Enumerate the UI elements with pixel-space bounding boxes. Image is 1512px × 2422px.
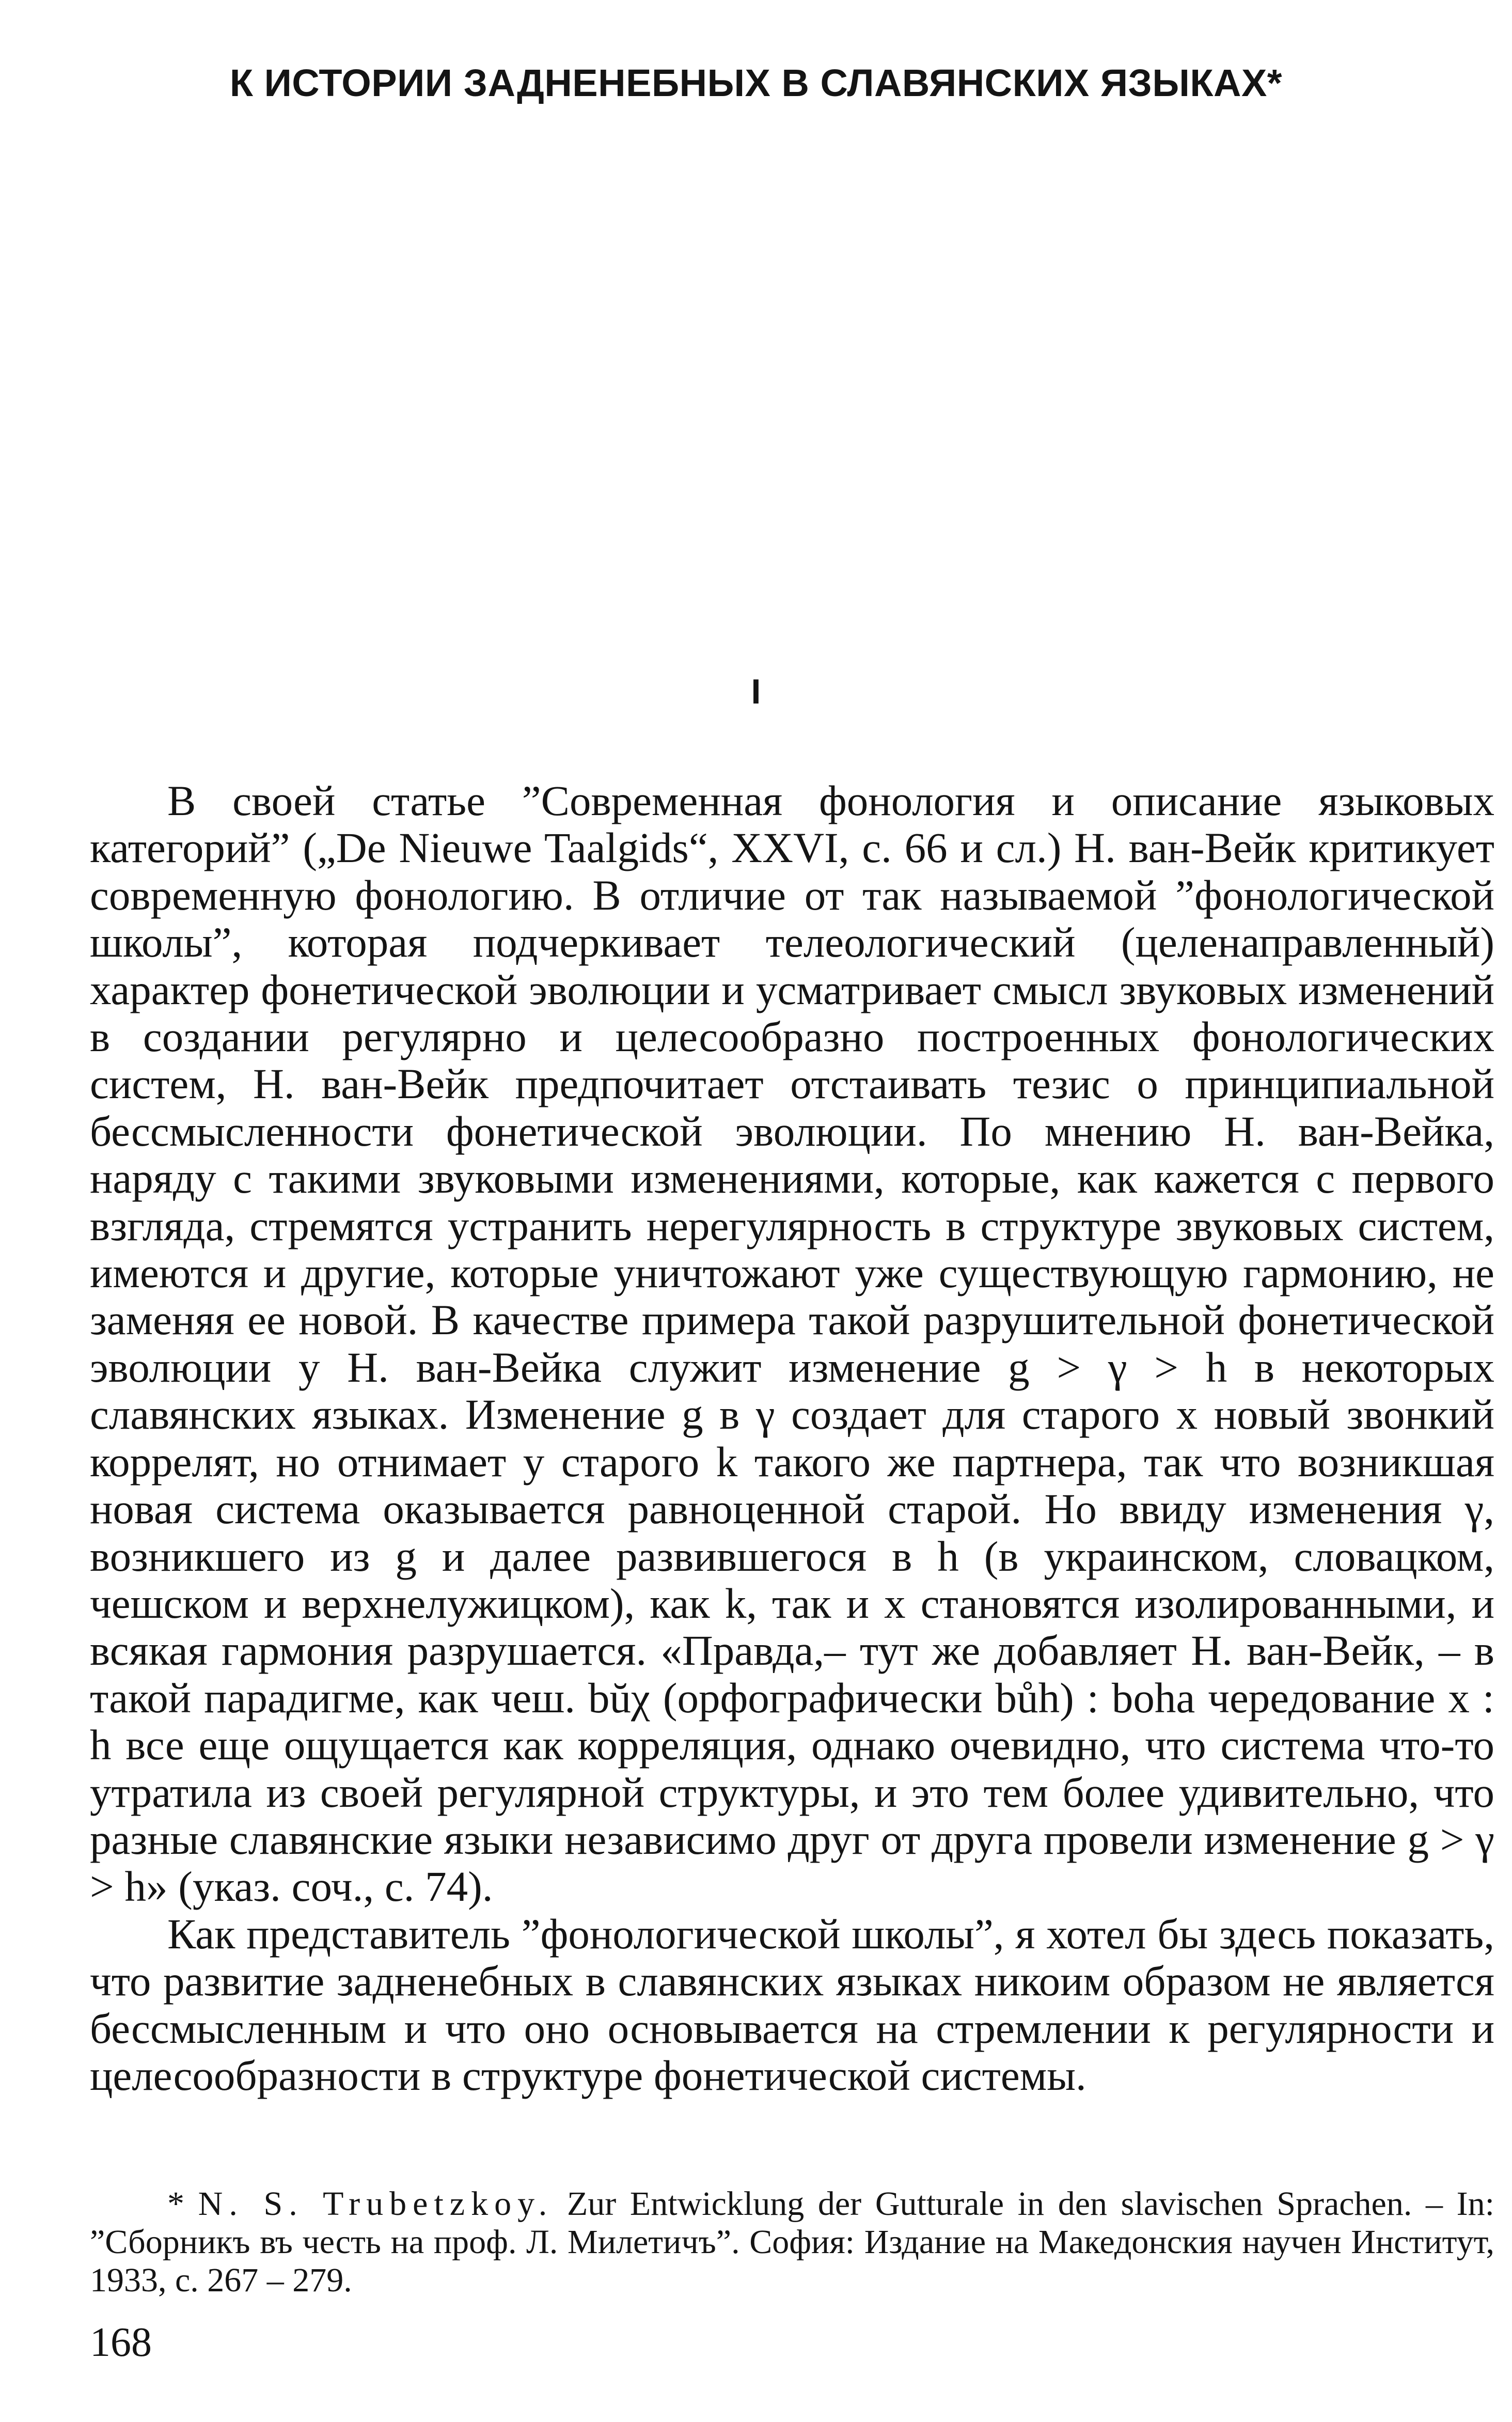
article-title: К ИСТОРИИ ЗАДНЕНЕБНЫХ В СЛАВЯНСКИХ ЯЗЫКАХ*	[229, 61, 1283, 104]
article-body	[90, 777, 1494, 2099]
footnote	[90, 2185, 1494, 2300]
page-number: 168	[90, 2320, 152, 2365]
footnote-marker: *	[167, 2185, 198, 2223]
section-number: I	[751, 672, 761, 711]
footnote-author: N. S. Trubetzkoy.	[198, 2185, 554, 2223]
paragraph-2: Как представитель ”фонологической школы”, я хотел бы здесь показать, что развитие задненебных в славянских языках никоим образом не является бессмысленным и что оно основывается на стремлении к регулярности и целесообразности в структуре фонетической системы.	[90, 1910, 1494, 2099]
footnote-text: Zur Entwicklung der Gutturale in den slavischen Sprachen. – In: ”Сборникъ въ честь на проф. Л. Милетичъ”. София: Издание на Македонския научен Институт, 1933, с. 267 – 279.	[90, 2185, 1494, 2299]
paragraph-1: В своей статье ”Современная фонология и описание языковых категорий” („De Nieuwe Taalgids“, XXVI, с. 66 и сл.) Н. ван-Вейк критикует современную фонологию. В отличие от так называемой ”фонологической школы”, которая подчеркивает телеологический (целенаправленный) характер фонетической эволюции и усматривает смысл звуковых изменений в создании регулярно и целесообразно построенных фонологических систем, Н. ван-Вейк предпочитает отстаивать тезис о принципиальной бессмысленности фонетической эволюции. По мнению Н. ван-Вейка, наряду с такими звуковыми изменениями, которые, как кажется с первого взгляда, стремятся устранить нерегулярность в структуре звуковых систем, имеются и другие, которые уничтожают уже существующую гармонию, не заменяя ее новой. В качестве примера такой разрушительной фонетической эволюции у Н. ван-Вейка служит изменение g > γ > h в некоторых славянских языках. Изменение g в γ создает для старого x новый звонкий коррелят, но отнимает у старого k такого же партнера, так что возникшая новая система оказывается равноценной старой. Но ввиду изменения γ, возникшего из g и далее развившегося в h (в украинском, словацком, чешском и верхнелужицком), как k, так и x становятся изолированными, и всякая гармония разрушается. «Правда,– тут же добавляет Н. ван-Вейк, – в такой парадигме, как чеш. bŭχ (орфографически bůh) : boha чередование x : h все еще ощущается как корреляция, однако очевидно, что система что-то утратила из своей регулярной структуры, и это тем более удивительно, что разные славянские языки независимо друг от друга провели изменение g > γ > h» (указ. соч., с. 74).	[90, 777, 1494, 1911]
footnote-paragraph	[90, 2185, 1494, 2300]
